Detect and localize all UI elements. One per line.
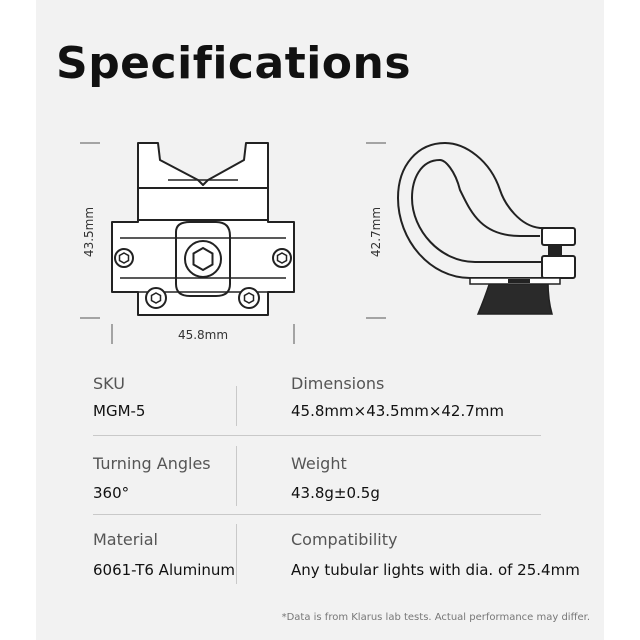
side-view-drawing [398,143,560,278]
row-divider [93,514,541,515]
column-divider [236,446,237,506]
footnote: *Data is from Klarus lab tests. Actual performance may differ. [281,612,590,623]
spec-label-turning-angles: Turning Angles [93,454,211,473]
front-view-drawing [112,143,294,315]
spec-label-material: Material [93,530,158,549]
right-screw-icon [273,249,291,267]
spec-label-dimensions: Dimensions [291,374,385,393]
spec-value-dimensions: 45.8mm×43.5mm×42.7mm [291,402,505,420]
column-divider [236,524,237,584]
side-height-label: 42.7mm [369,206,383,258]
spec-label-compatibility: Compatibility [291,530,398,549]
row-divider [93,435,541,436]
column-divider [236,386,237,426]
spec-value-material: 6061-T6 Aluminum [93,561,236,579]
bottom-right-screw-icon [239,288,259,308]
spec-label-sku: SKU [93,374,125,393]
left-screw-icon [115,249,133,267]
side-mount-base [478,282,552,314]
bottom-left-screw-icon [146,288,166,308]
page-title: Specifications [56,38,412,89]
front-height-label: 43.5mm [82,206,96,258]
front-width-label: 45.8mm [177,328,229,342]
spec-label-weight: Weight [291,454,347,473]
spec-value-weight: 43.8g±0.5g [291,484,380,502]
spec-value-sku: MGM-5 [93,402,146,420]
spec-value-turning-angles: 360° [93,484,130,502]
spec-value-compatibility: Any tubular lights with dia. of 25.4mm [291,561,580,579]
